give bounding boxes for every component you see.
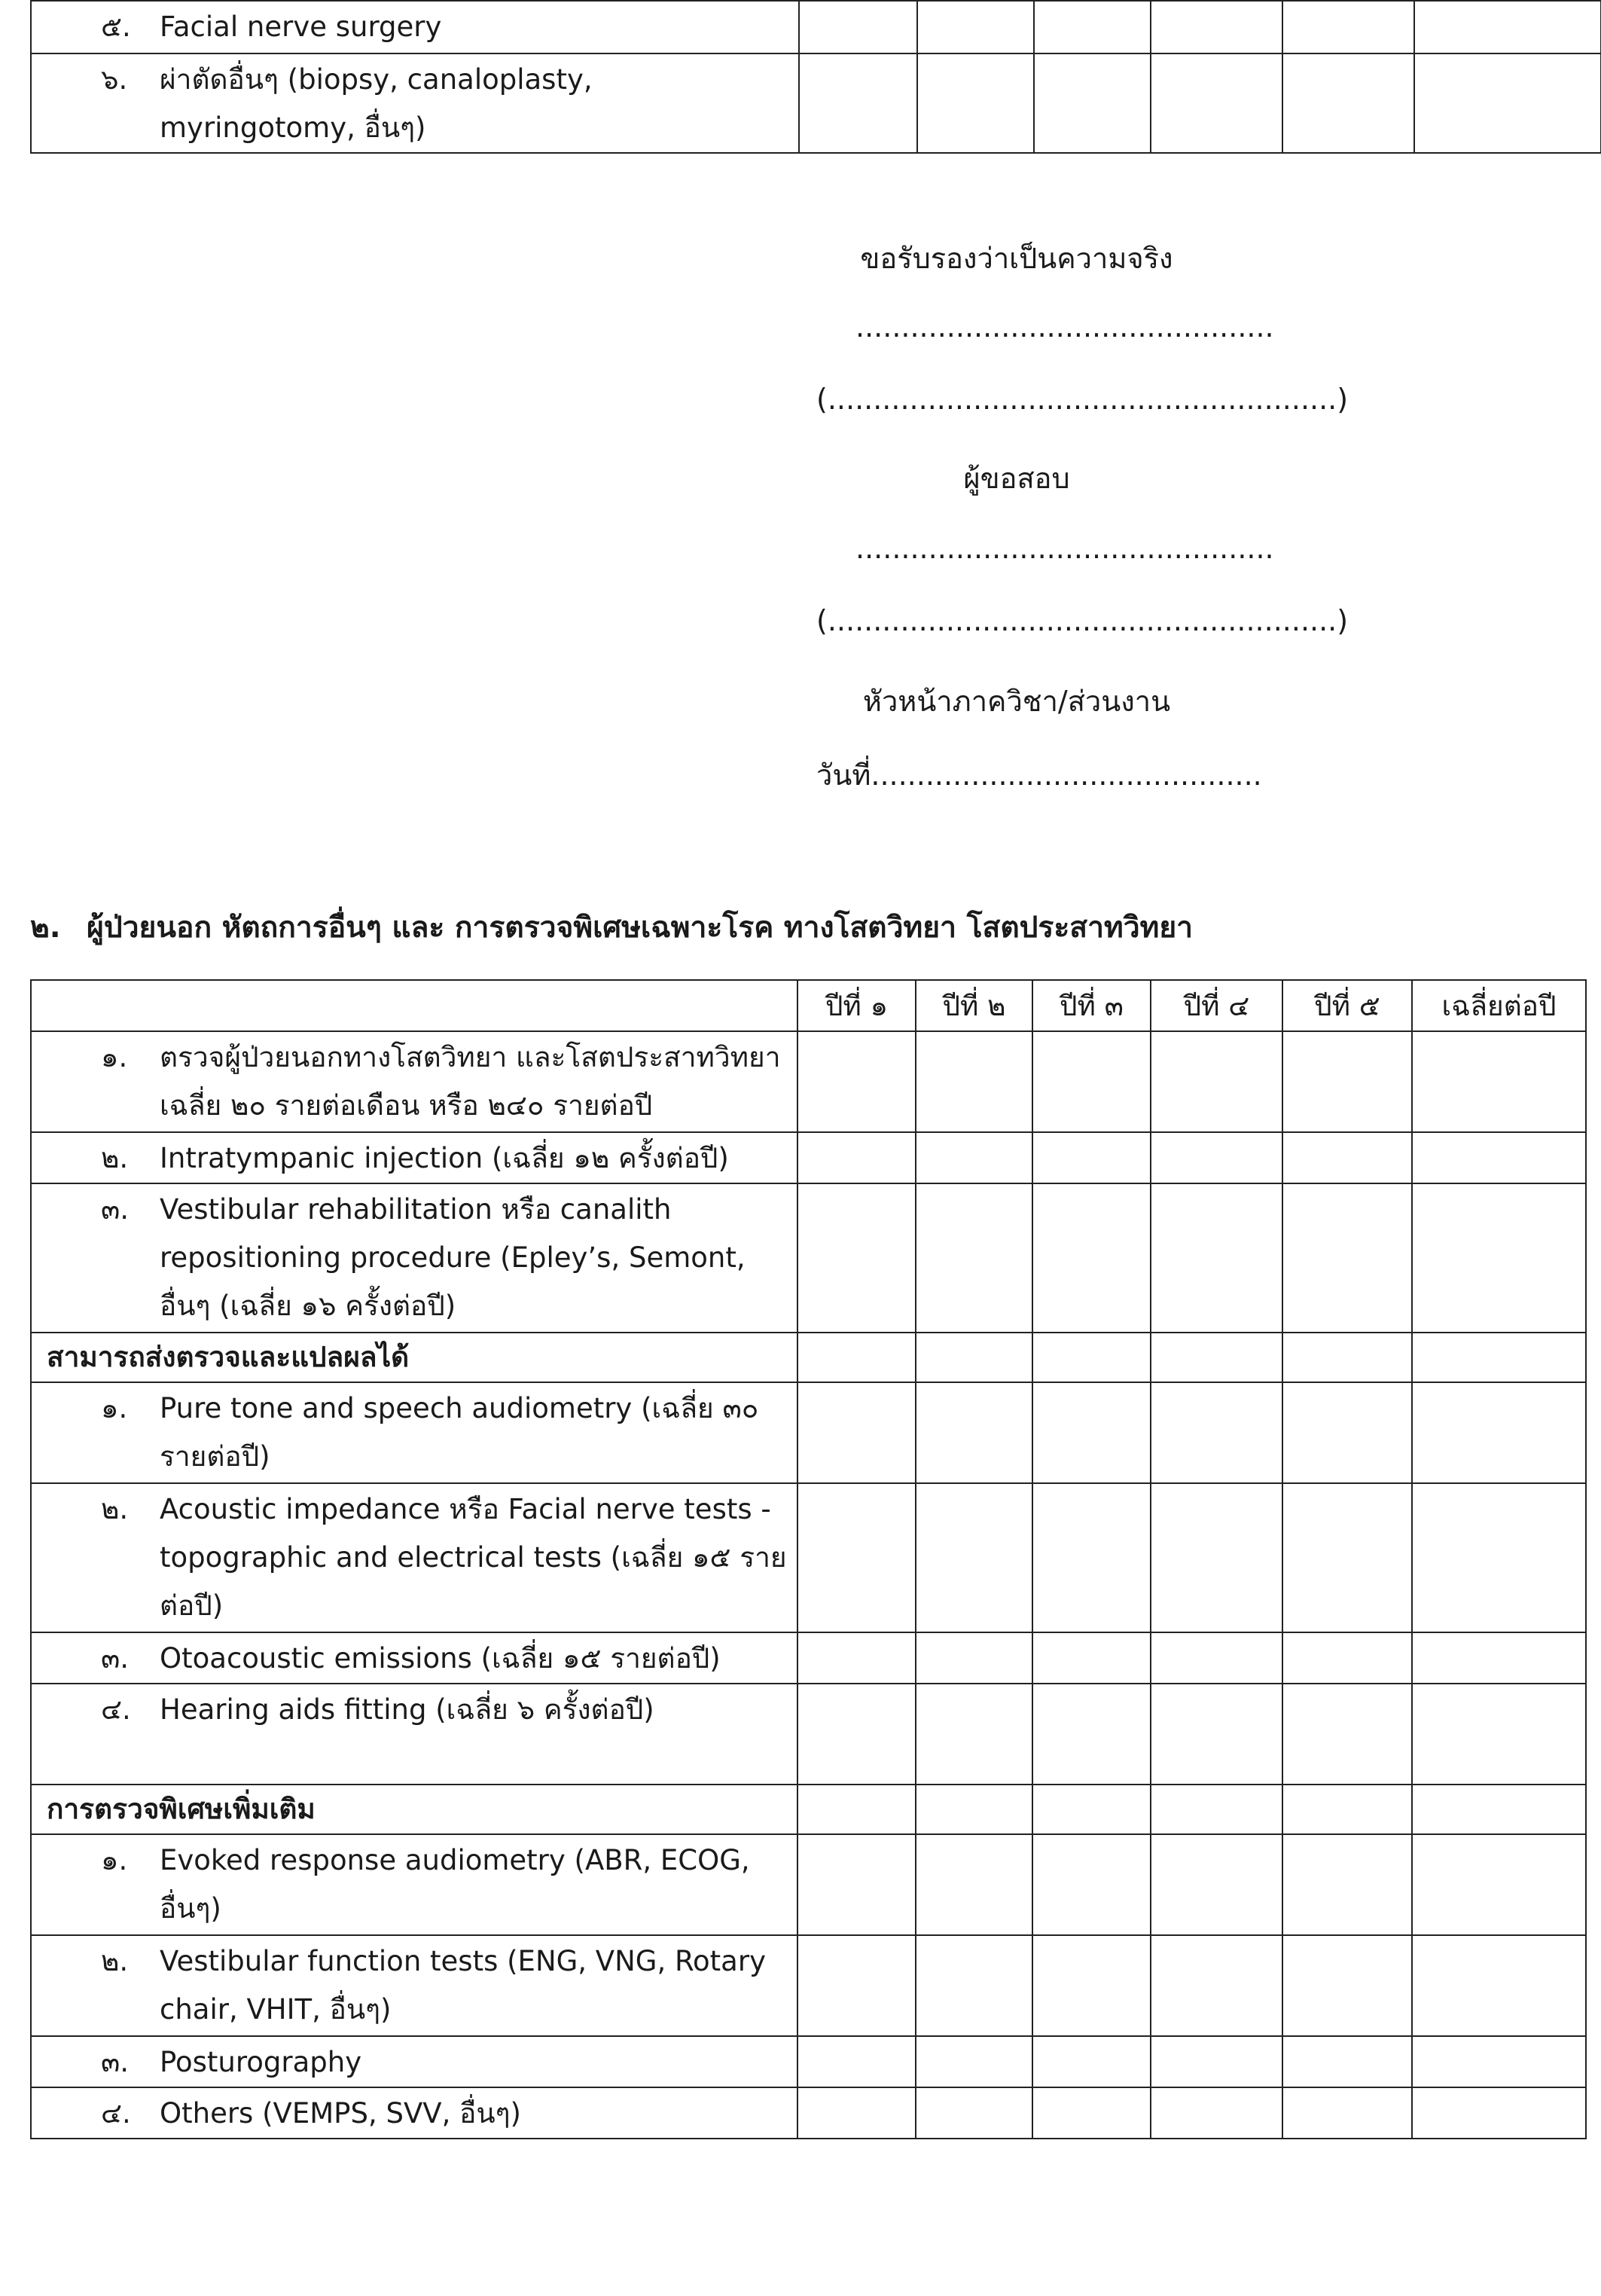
year-4-cell[interactable] bbox=[1151, 1382, 1282, 1483]
year-4-cell[interactable] bbox=[1151, 1031, 1282, 1132]
item-number: ๓. bbox=[101, 2046, 130, 2078]
year-3-cell[interactable] bbox=[1032, 1132, 1151, 1183]
date-line[interactable]: วันที่........................................... bbox=[816, 759, 1262, 792]
year-5-cell[interactable] bbox=[1282, 1132, 1412, 1183]
year-3-cell[interactable] bbox=[1032, 1483, 1151, 1632]
category-label: การตรวจพิเศษเพิ่มเติม bbox=[47, 1793, 316, 1825]
item-cell bbox=[31, 2087, 797, 2139]
year-2-cell[interactable] bbox=[916, 2087, 1032, 2139]
item-number: ๑. bbox=[101, 1041, 128, 1073]
year-3-cell[interactable] bbox=[1032, 2087, 1151, 2139]
year-3-cell[interactable] bbox=[1032, 1382, 1151, 1483]
name-line-head[interactable]: (........................................................) bbox=[816, 604, 1349, 637]
year-4-cell[interactable] bbox=[1151, 1632, 1282, 1684]
year-4-cell[interactable] bbox=[1151, 1935, 1282, 2036]
item-cell bbox=[31, 2036, 797, 2087]
item-cell bbox=[31, 53, 799, 153]
year-2-cell[interactable] bbox=[916, 2036, 1032, 2087]
average-cell[interactable] bbox=[1412, 2036, 1586, 2087]
year-1-cell[interactable] bbox=[797, 1031, 916, 1132]
header-blank bbox=[31, 980, 797, 1031]
year-4-cell[interactable] bbox=[1151, 1483, 1282, 1632]
item-number: ๔. bbox=[101, 2097, 131, 2130]
year-2-cell[interactable] bbox=[917, 53, 1034, 153]
average-cell[interactable] bbox=[1412, 1132, 1586, 1183]
table-row bbox=[31, 2087, 1586, 2139]
item-text: Others (VEMPS, SVV, อื่นๆ) bbox=[160, 2097, 521, 2130]
average-cell[interactable] bbox=[1414, 1, 1601, 53]
average-cell[interactable] bbox=[1412, 1632, 1586, 1684]
year-1-cell[interactable] bbox=[797, 1632, 916, 1684]
role-head: หัวหน้าภาควิชา/ส่วนงาน bbox=[862, 685, 1171, 718]
outpatient-procedure-table bbox=[30, 979, 1587, 2139]
item-number: ๖. bbox=[101, 63, 128, 96]
year-5-cell[interactable] bbox=[1282, 1382, 1412, 1483]
table-row bbox=[31, 1031, 1586, 1132]
year-3-cell[interactable] bbox=[1032, 1183, 1151, 1333]
table-row bbox=[31, 1632, 1586, 1684]
header-row bbox=[31, 980, 1586, 1031]
year-5-cell[interactable] bbox=[1282, 1935, 1412, 2036]
year-2-cell[interactable] bbox=[916, 1183, 1032, 1333]
year-5-cell bbox=[1282, 1785, 1412, 1834]
category-cell bbox=[31, 1785, 797, 1834]
year-2-cell bbox=[916, 1785, 1032, 1834]
table-row bbox=[31, 2036, 1586, 2087]
item-cell bbox=[31, 1183, 797, 1333]
year-4-cell[interactable] bbox=[1151, 1132, 1282, 1183]
item-number: ๓. bbox=[101, 1193, 130, 1226]
item-number: ๒. bbox=[101, 1945, 129, 1977]
category-cell bbox=[31, 1333, 797, 1382]
year-5-cell[interactable] bbox=[1282, 53, 1414, 153]
header-year-3: ปีที่ ๓ bbox=[1032, 980, 1151, 1031]
year-1-cell[interactable] bbox=[797, 1935, 916, 2036]
item-text: Vestibular function tests (ENG, VNG, Rotary chair, VHIT, อื่นๆ) bbox=[160, 1945, 766, 2026]
header-year-5: ปีที่ ๕ bbox=[1282, 980, 1412, 1031]
year-3-cell[interactable] bbox=[1032, 2036, 1151, 2087]
average-cell[interactable] bbox=[1412, 1834, 1586, 1935]
item-cell bbox=[31, 1031, 797, 1132]
year-1-cell[interactable] bbox=[799, 1, 917, 53]
item-cell bbox=[31, 1935, 797, 2036]
year-2-cell[interactable] bbox=[916, 1834, 1032, 1935]
item-cell bbox=[31, 1684, 797, 1785]
item-text: Hearing aids fitting (เฉลี่ย ๖ ครั้งต่อปี) bbox=[160, 1693, 654, 1726]
year-1-cell[interactable] bbox=[797, 1132, 916, 1183]
year-3-cell[interactable] bbox=[1032, 1935, 1151, 2036]
year-1-cell[interactable] bbox=[799, 53, 917, 153]
average-cell[interactable] bbox=[1412, 1183, 1586, 1333]
table-row bbox=[31, 1684, 1586, 1785]
year-2-cell[interactable] bbox=[916, 1483, 1032, 1632]
item-number: ๕. bbox=[101, 11, 131, 43]
section-title: ผู้ป่วยนอก หัตถการอื่นๆ และ การตรวจพิเศษเฉพาะโรค ทางโสตวิทยา โสตประสาทวิทยา bbox=[87, 911, 1194, 945]
role-applicant: ผู้ขอสอบ bbox=[963, 462, 1070, 495]
header-year-2: ปีที่ ๒ bbox=[916, 980, 1032, 1031]
year-5-cell[interactable] bbox=[1282, 1183, 1412, 1333]
item-text: Intratympanic injection (เฉลี่ย ๑๒ ครั้งต่อปี) bbox=[160, 1142, 729, 1174]
average-cell[interactable] bbox=[1412, 1031, 1586, 1132]
table-row bbox=[31, 1834, 1586, 1935]
year-4-cell[interactable] bbox=[1151, 1, 1282, 53]
year-4-cell[interactable] bbox=[1151, 2087, 1282, 2139]
year-1-cell[interactable] bbox=[797, 2036, 916, 2087]
item-text: Otoacoustic emissions (เฉลี่ย ๑๕ รายต่อปี) bbox=[160, 1642, 721, 1675]
item-text: ตรวจผู้ป่วยนอกทางโสตวิทยา และโสตประสาทวิทยา เฉลี่ย ๒๐ รายต่อเดือน หรือ ๒๔๐ รายต่อปี bbox=[160, 1041, 781, 1122]
average-cell[interactable] bbox=[1412, 2087, 1586, 2139]
category-label: สามารถส่งตรวจและแปลผลได้ bbox=[47, 1341, 410, 1373]
year-2-cell[interactable] bbox=[917, 1, 1034, 53]
category-row bbox=[31, 1785, 1586, 1834]
average-cell bbox=[1412, 1333, 1586, 1382]
category-row bbox=[31, 1333, 1586, 1382]
year-3-cell[interactable] bbox=[1032, 1632, 1151, 1684]
item-number: ๑. bbox=[101, 1392, 128, 1424]
item-text: Pure tone and speech audiometry (เฉลี่ย ๓๐ รายต่อปี) bbox=[160, 1392, 759, 1473]
year-4-cell[interactable] bbox=[1151, 2036, 1282, 2087]
year-1-cell[interactable] bbox=[797, 1483, 916, 1632]
year-3-cell[interactable] bbox=[1034, 1, 1151, 53]
item-cell bbox=[31, 1834, 797, 1935]
item-number: ๑. bbox=[101, 1844, 128, 1876]
name-line-applicant[interactable]: (........................................................) bbox=[816, 383, 1349, 416]
item-number: ๓. bbox=[101, 1642, 130, 1675]
year-2-cell[interactable] bbox=[916, 1382, 1032, 1483]
section-heading bbox=[30, 904, 1193, 951]
year-4-cell[interactable] bbox=[1151, 53, 1282, 153]
year-5-cell[interactable] bbox=[1282, 1031, 1412, 1132]
year-5-cell[interactable] bbox=[1282, 2087, 1412, 2139]
item-cell bbox=[31, 1382, 797, 1483]
year-5-cell[interactable] bbox=[1282, 1483, 1412, 1632]
header-year-1: ปีที่ ๑ bbox=[797, 980, 916, 1031]
item-text: Acoustic impedance หรือ Facial nerve tests - topographic and electrical tests (เฉลี่ย ๑๕ ราย ต่อปี) bbox=[160, 1493, 787, 1622]
year-3-cell[interactable] bbox=[1032, 1031, 1151, 1132]
signature-line-head[interactable]: .............................................. bbox=[855, 532, 1274, 565]
year-2-cell[interactable] bbox=[916, 1632, 1032, 1684]
item-text: Posturography bbox=[160, 2046, 362, 2078]
item-text: ผ่าตัดอื่นๆ (biopsy, canaloplasty, myringotomy, อื่นๆ) bbox=[160, 63, 593, 144]
item-text: Facial nerve surgery bbox=[160, 11, 442, 43]
header-year-4: ปีที่ ๔ bbox=[1151, 980, 1282, 1031]
year-2-cell[interactable] bbox=[916, 1132, 1032, 1183]
year-3-cell bbox=[1032, 1785, 1151, 1834]
table-row bbox=[31, 1935, 1586, 2036]
year-5-cell[interactable] bbox=[1282, 2036, 1412, 2087]
section-number: ๒. bbox=[30, 911, 61, 945]
year-1-cell bbox=[797, 1785, 916, 1834]
year-1-cell[interactable] bbox=[797, 1684, 916, 1785]
year-1-cell[interactable] bbox=[797, 2087, 916, 2139]
year-5-cell[interactable] bbox=[1282, 1834, 1412, 1935]
year-1-cell bbox=[797, 1333, 916, 1382]
certify-text: ขอรับรองว่าเป็นความจริง bbox=[860, 242, 1173, 275]
year-2-cell[interactable] bbox=[916, 1031, 1032, 1132]
table-row bbox=[31, 1382, 1586, 1483]
year-2-cell[interactable] bbox=[916, 1684, 1032, 1785]
year-5-cell bbox=[1282, 1333, 1412, 1382]
average-cell[interactable] bbox=[1412, 1935, 1586, 2036]
year-3-cell[interactable] bbox=[1034, 53, 1151, 153]
year-2-cell bbox=[916, 1333, 1032, 1382]
table-row bbox=[31, 1483, 1586, 1632]
table-row bbox=[31, 1132, 1586, 1183]
year-3-cell[interactable] bbox=[1032, 1684, 1151, 1785]
item-number: ๒. bbox=[101, 1493, 129, 1525]
year-5-cell[interactable] bbox=[1282, 1632, 1412, 1684]
year-4-cell[interactable] bbox=[1151, 1684, 1282, 1785]
average-cell[interactable] bbox=[1414, 53, 1601, 153]
year-4-cell bbox=[1151, 1333, 1282, 1382]
year-4-cell bbox=[1151, 1785, 1282, 1834]
year-1-cell[interactable] bbox=[797, 1183, 916, 1333]
table-row bbox=[31, 1183, 1586, 1333]
year-3-cell[interactable] bbox=[1032, 1834, 1151, 1935]
table-row bbox=[31, 1, 1601, 53]
item-text: Evoked response audiometry (ABR, ECOG, อื่นๆ) bbox=[160, 1844, 750, 1925]
table-row bbox=[31, 53, 1601, 153]
average-cell[interactable] bbox=[1412, 1382, 1586, 1483]
year-1-cell[interactable] bbox=[797, 1382, 916, 1483]
item-cell bbox=[31, 1132, 797, 1183]
item-number: ๔. bbox=[101, 1693, 131, 1726]
average-cell[interactable] bbox=[1412, 1483, 1586, 1632]
year-3-cell bbox=[1032, 1333, 1151, 1382]
header-average: เฉลี่ยต่อปี bbox=[1412, 980, 1586, 1031]
procedure-table-top bbox=[30, 0, 1601, 154]
year-2-cell[interactable] bbox=[916, 1935, 1032, 2036]
year-4-cell[interactable] bbox=[1151, 1183, 1282, 1333]
average-cell[interactable] bbox=[1412, 1684, 1586, 1785]
item-text: Vestibular rehabilitation หรือ canalith repositioning procedure (Epley’s, Semont, อื่นๆ (เฉลี่ย ๑๖ ครั้งต่อปี) bbox=[160, 1193, 746, 1322]
year-1-cell[interactable] bbox=[797, 1834, 916, 1935]
item-cell bbox=[31, 1483, 797, 1632]
year-5-cell[interactable] bbox=[1282, 1684, 1412, 1785]
item-number: ๒. bbox=[101, 1142, 129, 1174]
year-5-cell[interactable] bbox=[1282, 1, 1414, 53]
item-cell bbox=[31, 1632, 797, 1684]
item-cell bbox=[31, 1, 799, 53]
year-4-cell[interactable] bbox=[1151, 1834, 1282, 1935]
average-cell bbox=[1412, 1785, 1586, 1834]
signature-line-applicant[interactable]: .............................................. bbox=[855, 310, 1274, 343]
